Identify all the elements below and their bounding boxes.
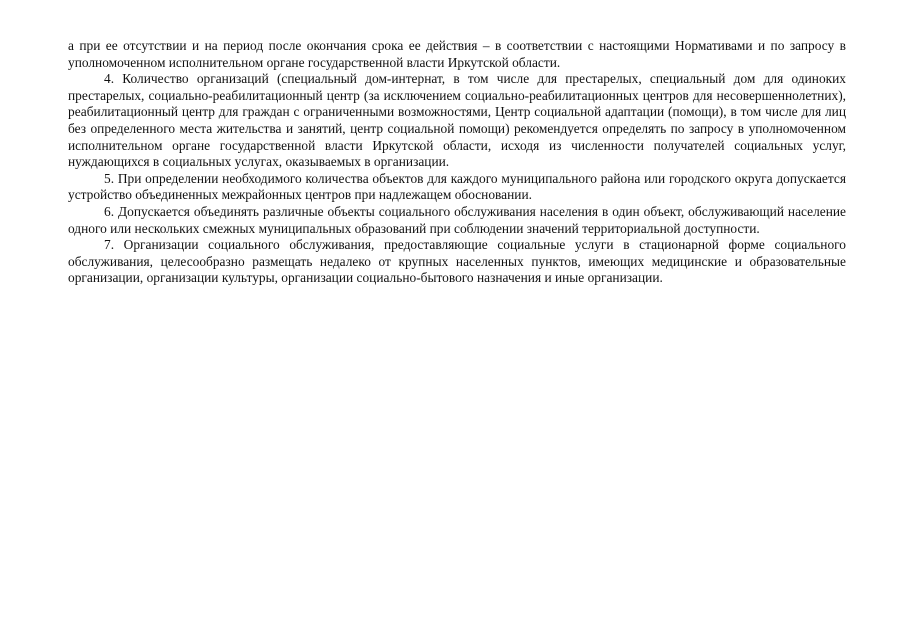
paragraph-continuation: а при ее отсутствии и на период после окончания срока ее действия – в соответствии с настоящими Нормативами и по запросу в уполномоченном исполнительном органе государственной власти Иркутской области.	[68, 38, 846, 70]
document-page	[68, 38, 846, 287]
paragraph-item-7: 7. Организации социального обслуживания, предоставляющие социальные услуги в стационарной форме социального обслуживания, целесообразно размещать недалеко от крупных населенных пунктов, имеющих медицинские и образовательные организации, организации культуры, организации социально-бытового назначения и иные организации.	[68, 237, 846, 286]
paragraph-item-5: 5. При определении необходимого количества объектов для каждого муниципального района или городского округа допускается устройство объединенных межрайонных центров при надлежащем обосновании.	[68, 170, 846, 203]
paragraph-item-4: 4. Количество организаций (специальный дом-интернат, в том числе для престарелых, специальный дом для одиноких престарелых, социально-реабилитационный центр (за исключением социально-реабилитационных центров для несовершеннолетних), реабилитационный центр для граждан с ограниченными возможностями, Центр социальной адаптации (помощи), в том числе для лиц без определенного места жительства и занятий, центр социальной помощи) рекомендуется определять по запросу в уполномоченном исполнительном органе государственной власти Иркутской области, исходя из численности получателей социальных услуг, нуждающихся в социальных услугах, оказываемых в организации.	[68, 71, 846, 170]
paragraph-item-6: 6. Допускается объединять различные объекты социального обслуживания населения в один объект, обслуживающий население одного или нескольких смежных муниципальных образований при соблюдении значений территориальной доступности.	[68, 203, 846, 236]
